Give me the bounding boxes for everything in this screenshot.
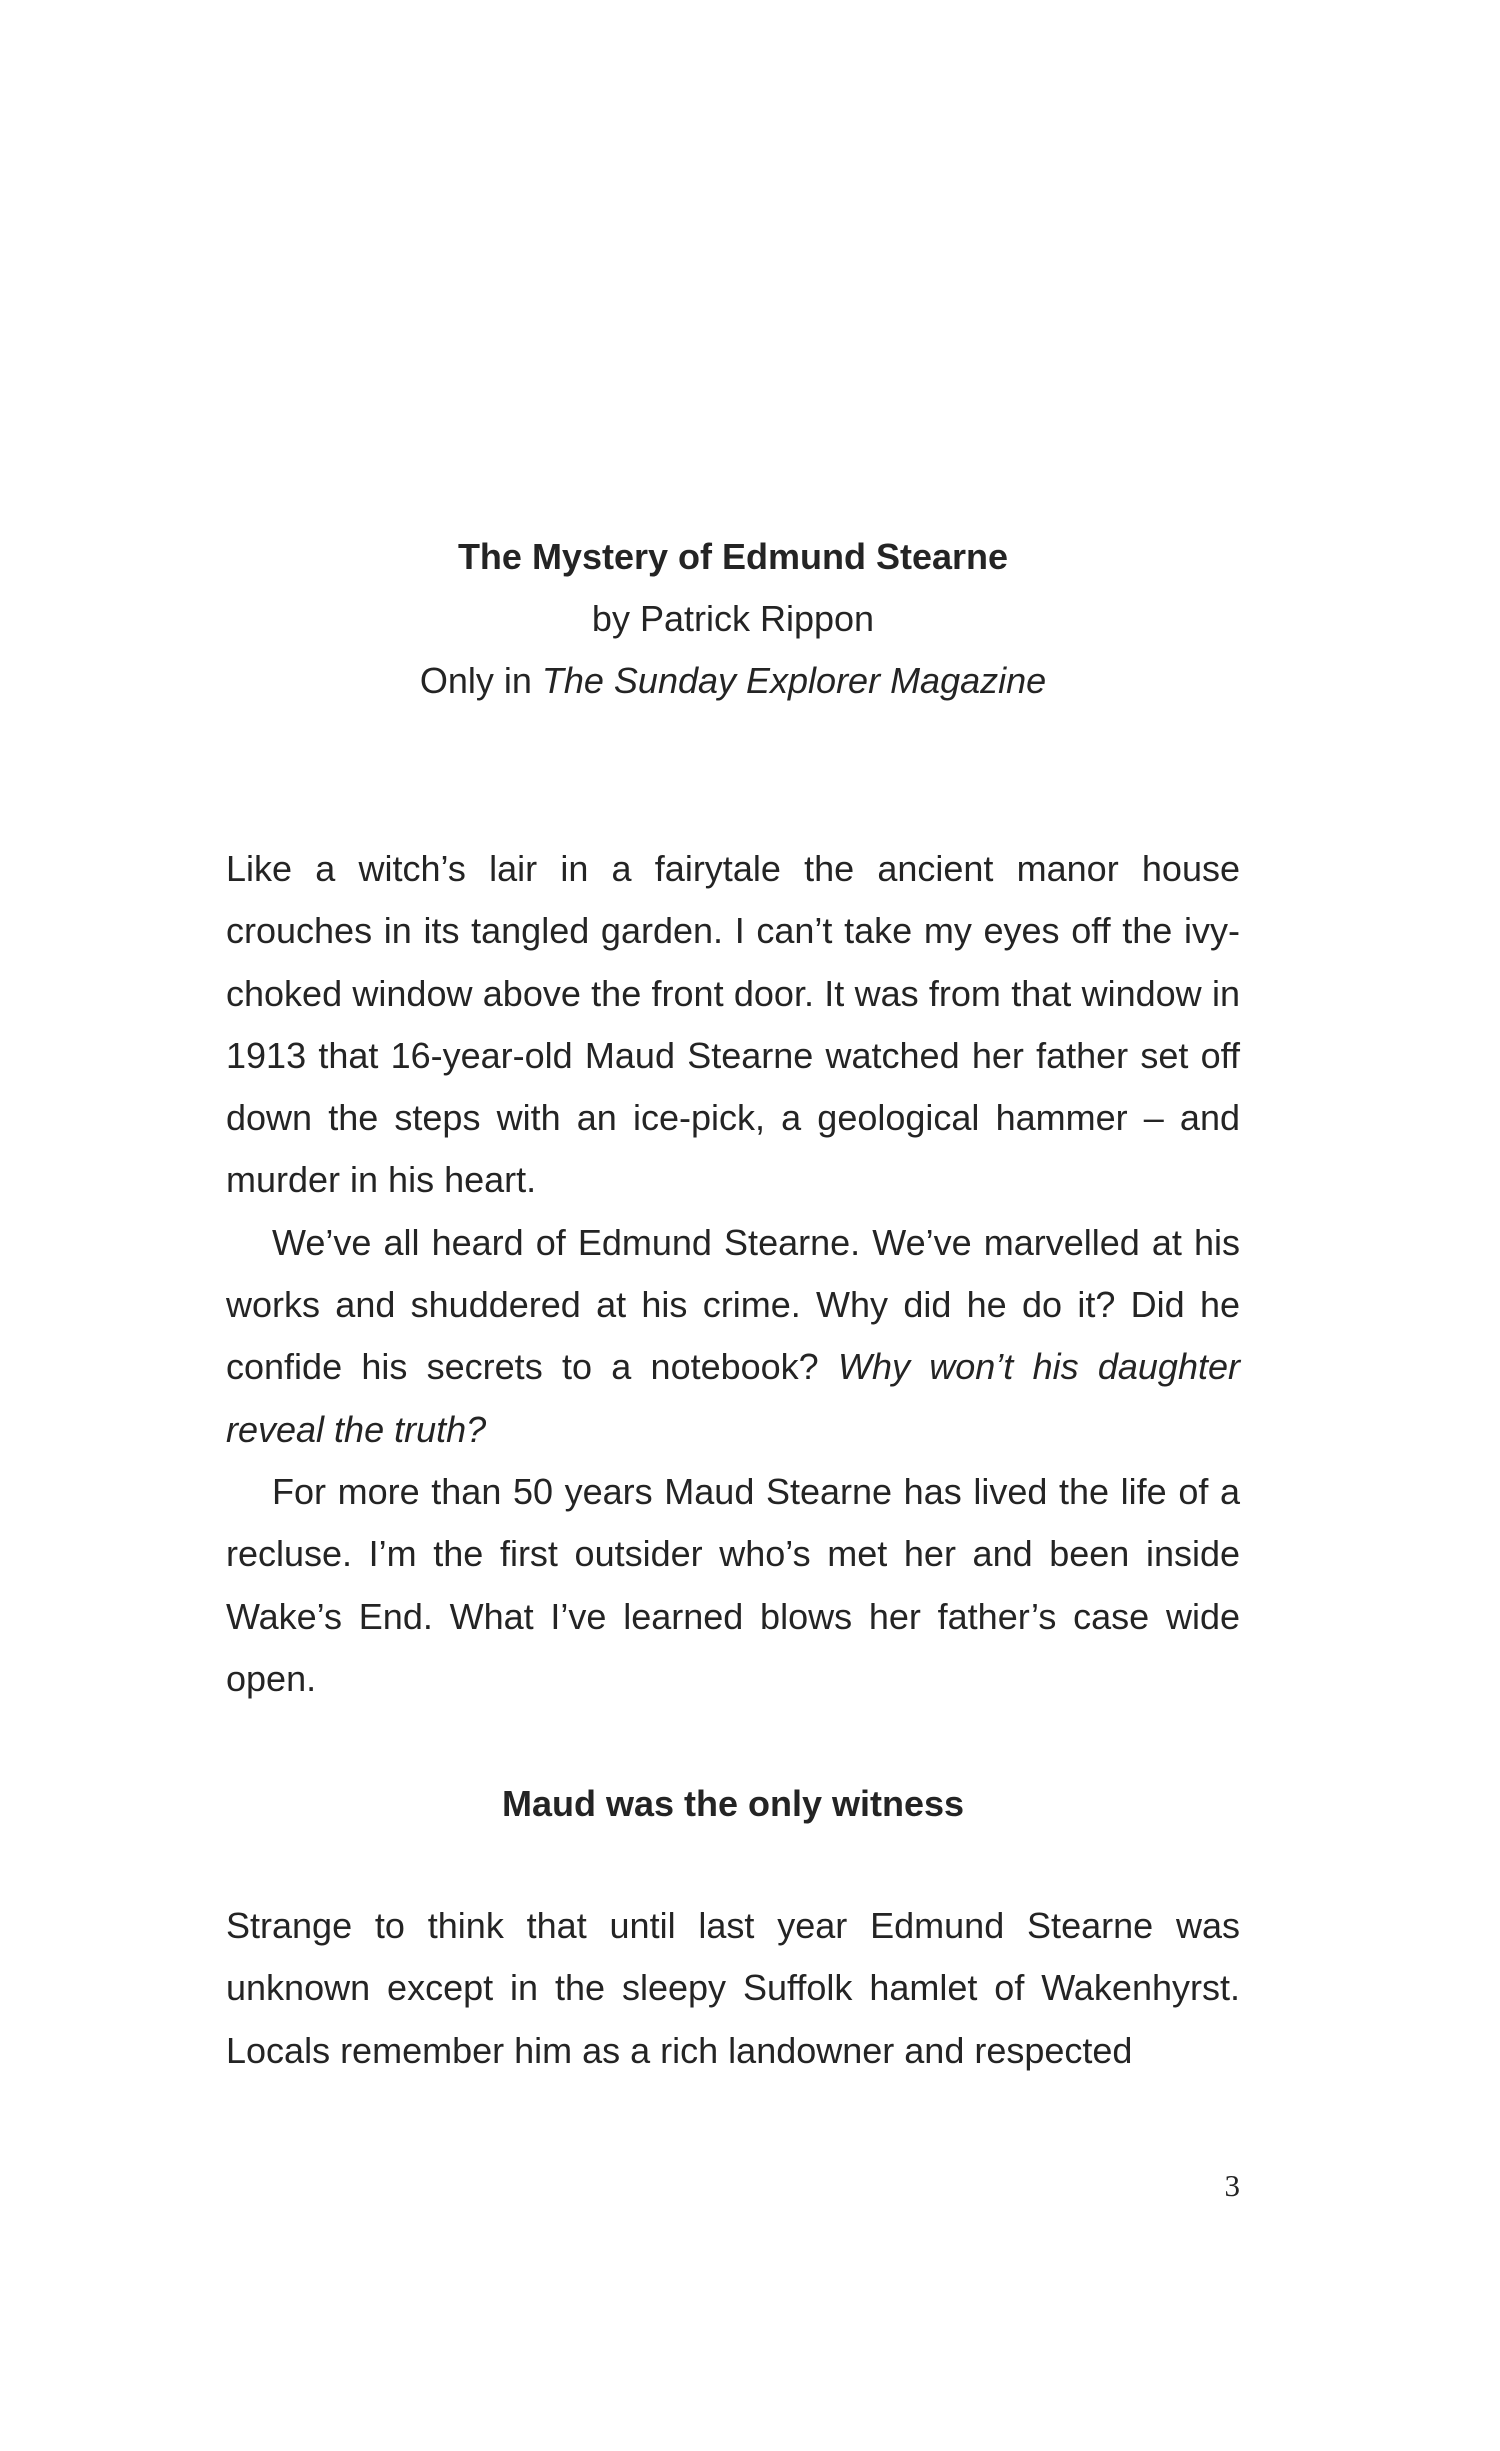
paragraph-2-italic: Why won’t his daughter reveal the truth? bbox=[226, 1346, 1240, 1450]
paragraph-2-text: We’ve all heard of Edmund Stearne. We’ve marvelled at his works and shuddered at his crime. Why did he do it? Did he confide his secrets to a notebook? bbox=[226, 1221, 1240, 1388]
paragraph-2 bbox=[226, 1212, 1240, 1461]
article-source-prefix: Only in bbox=[419, 660, 542, 701]
article-byline: by Patrick Rippon bbox=[591, 598, 875, 639]
paragraph-3: For more than 50 years Maud Stearne has lived the life of a recluse. I’m the first outsider who’s met her and been inside Wake’s End. What I’ve learned blows her father’s case wide open. bbox=[226, 1470, 1240, 1699]
article-intro bbox=[226, 838, 1240, 1710]
article-title: The Mystery of Edmund Stearne bbox=[457, 536, 1009, 577]
article-header bbox=[226, 526, 1240, 712]
article-source-publication: The Sunday Explorer Magazine bbox=[541, 660, 1047, 701]
section-heading: Maud was the only witness bbox=[501, 1783, 965, 1824]
paragraph-1: Like a witch’s lair in a fairytale the ancient manor house crouches in its tangled garden. I can’t take my eyes off the ivy-choked window above the front door. It was from that window in 1913 that 16-year-old Maud Stearne watched her father set off down the steps with an ice-pick, a geological hammer – and murder in his heart. bbox=[226, 848, 1240, 1201]
page-number: 3 bbox=[1224, 2168, 1240, 2203]
paragraph-4: Strange to think that until last year Edmund Stearne was unknown except in the sleepy Suffolk hamlet of Wakenhyrst. Locals remember him as a rich landowner and respected bbox=[226, 1905, 1240, 2071]
article-section bbox=[226, 1895, 1240, 2082]
article-source bbox=[226, 650, 1240, 712]
